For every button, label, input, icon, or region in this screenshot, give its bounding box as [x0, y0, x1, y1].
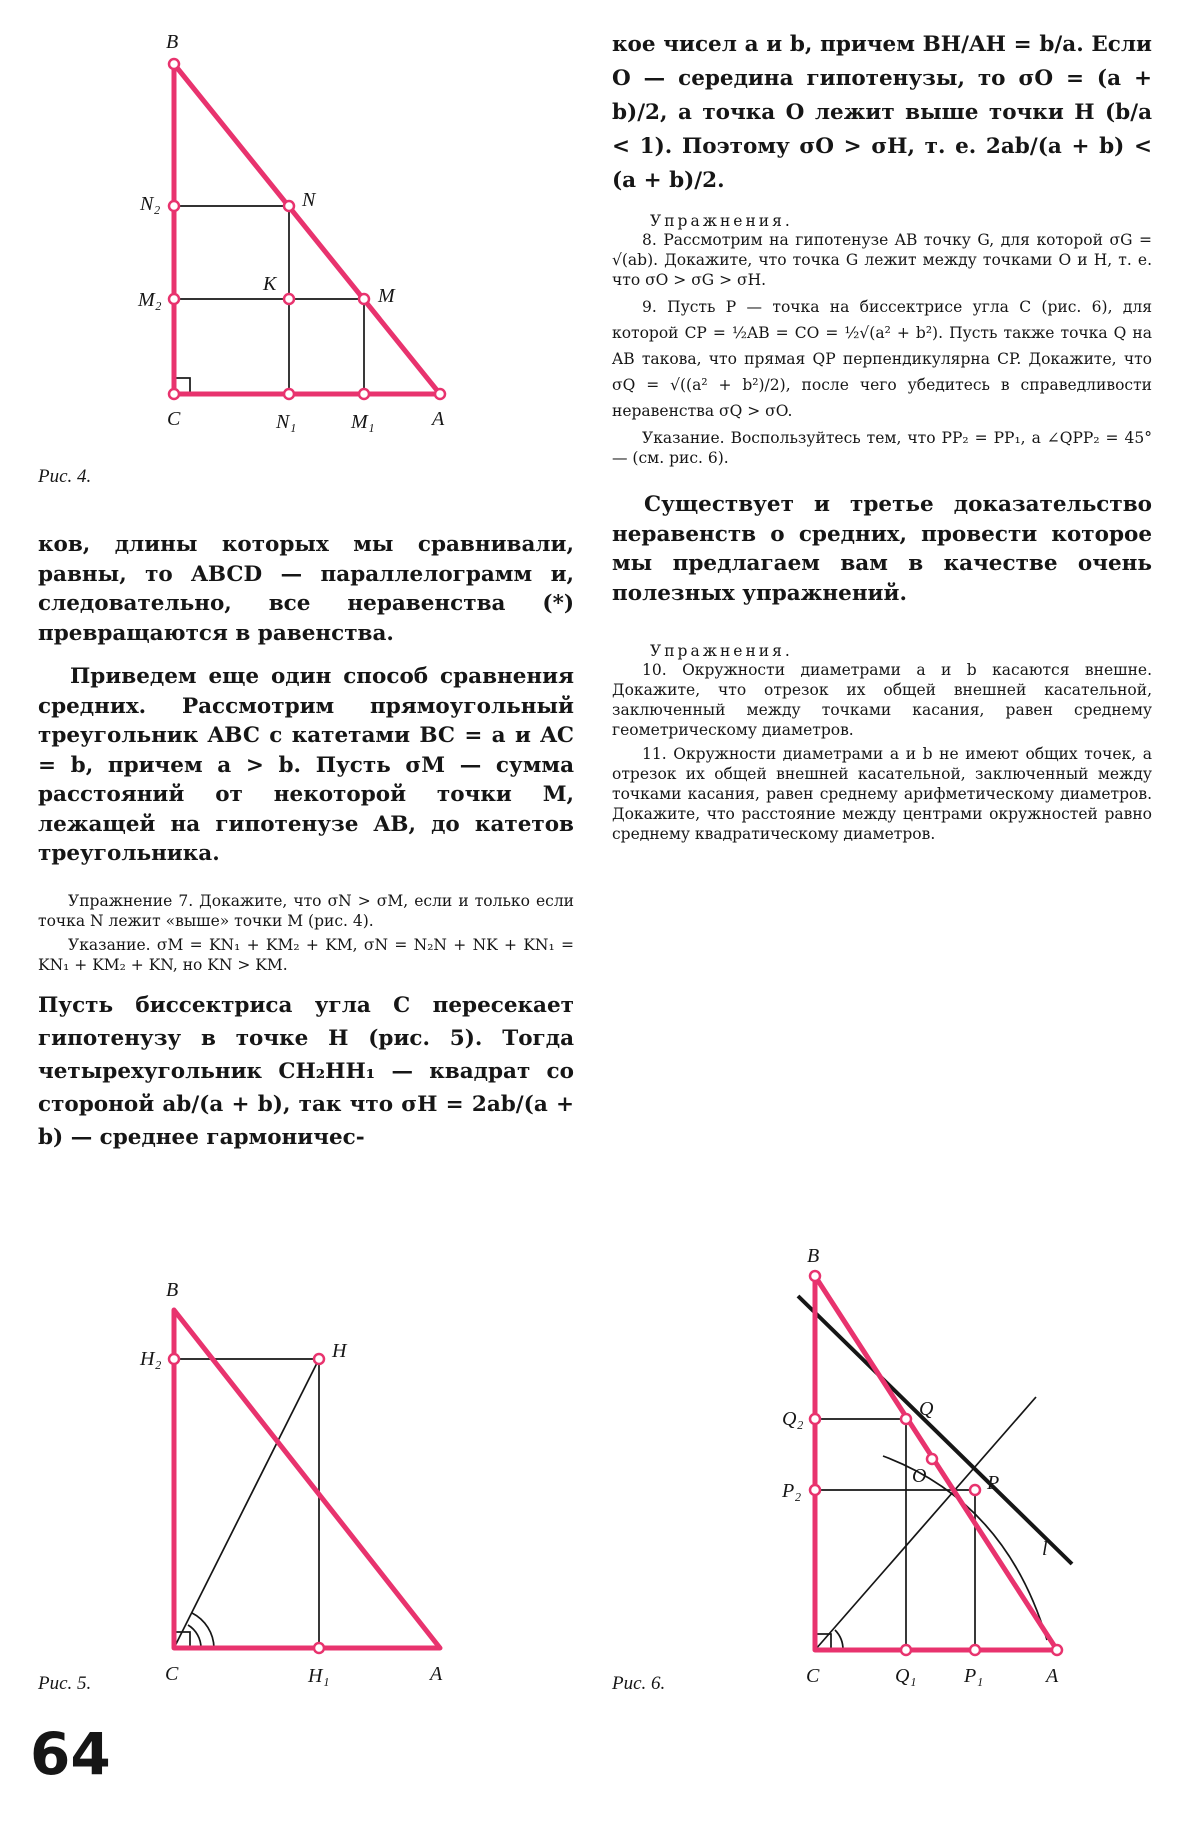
exercise-9: 9. Пусть P — точка на биссектрисе угла C (рис. 6), для которой CP = ½AB = CO = ½√(a² + b²). Пусть также точка Q на AB такова, что прямая QP перпендикулярна CP. Докажите, что σQ = √((a² + b²)/2), после чего убедитесь в справедливости неравенства σQ > σO.: [612, 298, 1152, 420]
exercises-heading-1: Упражнения.: [650, 212, 793, 230]
fig4-label-M1: M₁: [351, 411, 375, 433]
fig6-label-Q2: Q₂: [782, 1408, 804, 1430]
exercise-7: Упражнение 7. Докажите, что σN > σM, если и только если точка N лежит «выше» точки M (рис. 4).: [38, 891, 574, 930]
fig4-label-A: A: [432, 408, 445, 430]
left-paragraph-2: Приведем еще один способ сравнения средних. Рассмотрим прямоугольный треугольник ABC с катетами BC = a и AC = b, причем a > b. Пусть σM — сумма расстояний от некоторой точки M, лежащей на гипотенузе AB, до катетов треугольника.: [38, 664, 574, 866]
fig5-label-H1: H₁: [308, 1665, 330, 1687]
exercise-8: 8. Рассмотрим на гипотенузе AB точку G, для которой σG = √(ab). Докажите, что точка G лежит между точками O и H, т. е. что σO > σG > σH.: [612, 231, 1152, 289]
fig4-label-C: C: [167, 408, 181, 430]
left-column: [38, 530, 574, 1154]
fig6-label-P1: P₁: [964, 1665, 984, 1687]
hint-7: Указание. σM = KN₁ + KM₂ + KM, σN = N₂N + NK + KN₁ = KN₁ + KM₂ + KN, но KN > KM.: [38, 935, 574, 974]
fig6-label-A: A: [1046, 1665, 1059, 1687]
fig6-label-P2: P₂: [782, 1480, 802, 1502]
right-paragraph-2: Существует и третье доказательство неравенств о средних, провести которое мы предлагаем вам в качестве очень полезных упражнений.: [612, 492, 1152, 606]
hint-9: Указание. Воспользуйтесь тем, что PP₂ = PP₁, а ∠QPP₂ = 45° — (см. рис. 6).: [612, 429, 1152, 467]
fig6-label-O: O: [912, 1465, 927, 1487]
fig4-label-B: B: [166, 31, 179, 53]
left-paragraph-3: Пусть биссектриса угла C пересекает гипотенузу в точке H (рис. 5). Тогда четырехугольник CH₂HH₁ — квадрат со стороной ab/(a + b), так что σH = 2ab/(a + b) — среднее гармоничес-: [38, 992, 574, 1150]
fig4-label-N1: N₁: [276, 411, 297, 433]
figure-4: [137, 31, 445, 433]
fig4-label-K: K: [263, 273, 277, 295]
fig5-caption: Рис. 5.: [38, 1673, 92, 1694]
exercises-heading-2: Упражнения.: [650, 642, 793, 660]
page-number: 64: [30, 1720, 111, 1788]
exercise-11: 11. Окружности диаметрами a и b не имеют общих точек, а отрезок их общей внешней касательной, заключенный между точками касания, равен среднему арифметическому диаметров. Докажите, что расстояние между центрами окружностей равно среднему квадратическому диаметров.: [612, 745, 1152, 843]
fig5-label-H2: H₂: [140, 1348, 162, 1370]
fig6-label-P: P: [987, 1472, 1000, 1494]
fig5-label-B: B: [166, 1279, 179, 1301]
fig6-label-l: l: [1042, 1538, 1048, 1560]
fig5-label-A: A: [430, 1663, 443, 1685]
right-paragraph-1: кое чисел a и b, причем BH/AH = b/a. Если O — середина гипотенузы, то σO = (a + b)/2, а точка O лежит выше точки H (b/a < 1). Поэтому σO > σH, т. е. 2ab/(a + b) < (a + b)/2.: [612, 32, 1152, 193]
fig5-label-H: H: [332, 1340, 347, 1362]
fig5-label-C: C: [165, 1663, 179, 1685]
fig6-label-Q1: Q₁: [895, 1665, 917, 1687]
left-paragraph-1: ков, длины которых мы сравнивали, равны, то ABCD — параллелограмм и, следовательно, все неравенства (*) превращаются в равенства.: [38, 532, 574, 646]
fig4-label-M: M: [378, 285, 395, 307]
fig4-label-M2: M₂: [138, 289, 162, 311]
fig4-label-N2: N₂: [140, 193, 161, 215]
right-column: [612, 28, 1152, 844]
figure-5: [139, 1279, 443, 1687]
fig6-label-B: B: [807, 1245, 820, 1267]
fig6-label-Q: Q: [919, 1398, 934, 1420]
fig4-caption: Рис. 4.: [38, 466, 92, 487]
figure-6: [781, 1245, 1072, 1687]
fig4-label-N: N: [302, 189, 316, 211]
fig6-label-C: C: [806, 1665, 820, 1687]
fig6-caption: Рис. 6.: [612, 1673, 666, 1694]
exercise-10: 10. Окружности диаметрами a и b касаются внешне. Докажите, что отрезок их общей внешней касательной, заключенный между точками касания, равен среднему геометрическому диаметров.: [612, 661, 1152, 739]
